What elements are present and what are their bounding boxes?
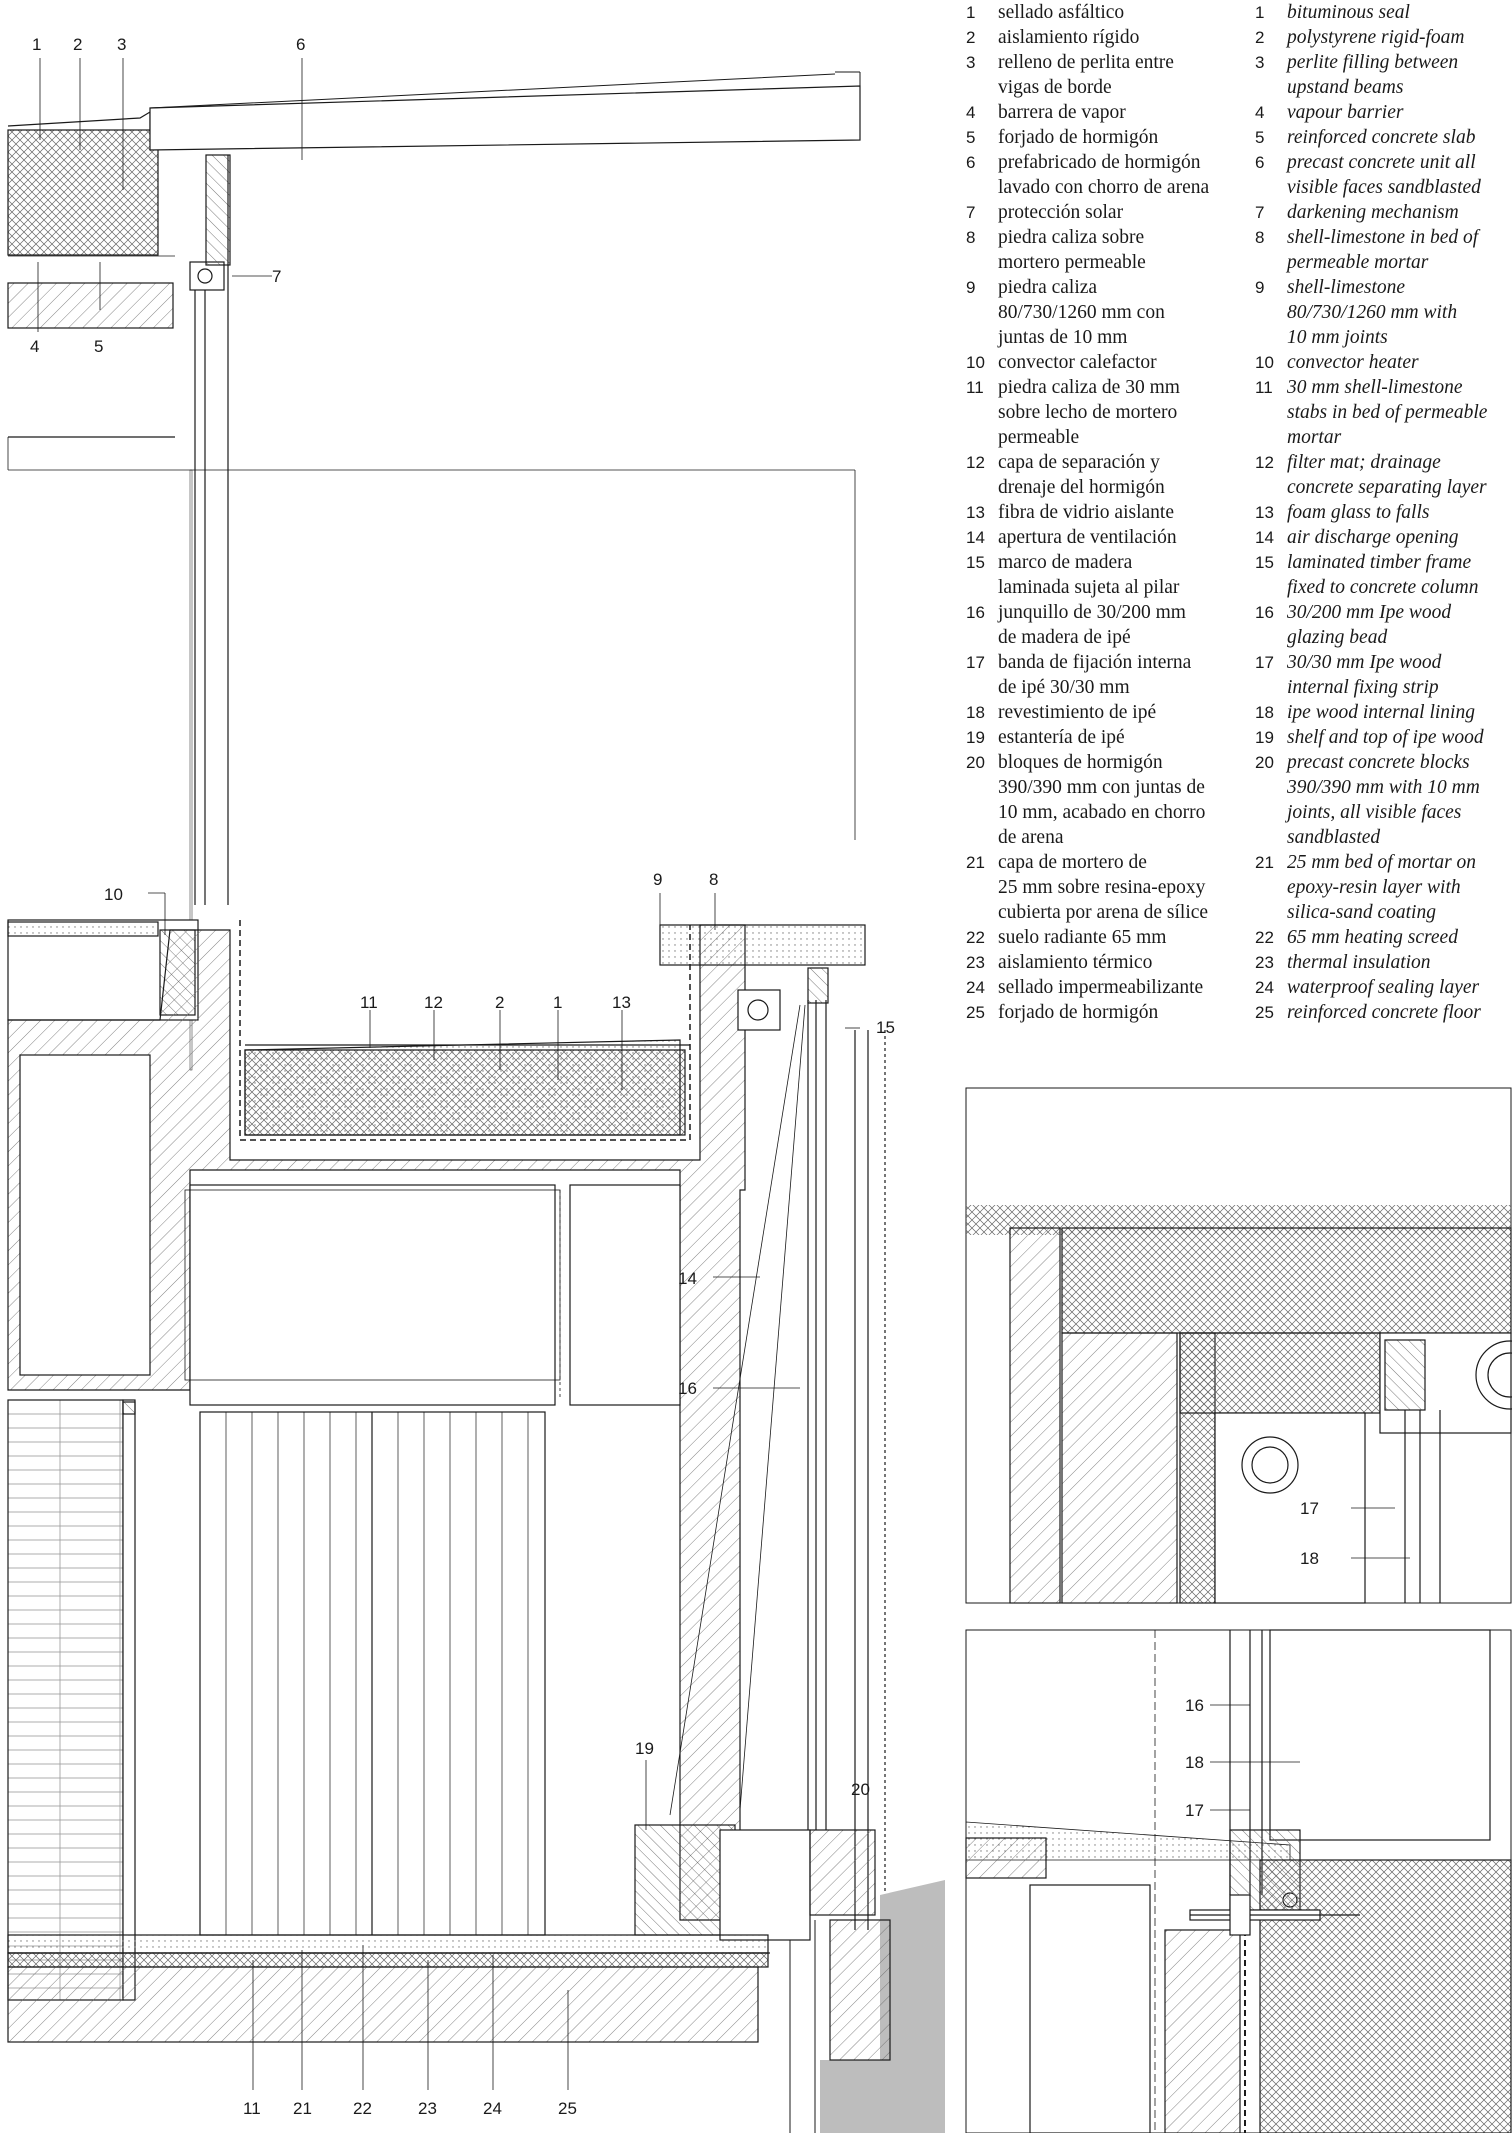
legend-number: 7 bbox=[1255, 203, 1265, 222]
legend-number: 22 bbox=[966, 928, 985, 947]
legend-number: 3 bbox=[966, 53, 976, 72]
timber-frame bbox=[738, 990, 780, 1030]
callout: 17 bbox=[1185, 1801, 1204, 1820]
callout: 6 bbox=[296, 35, 306, 54]
legend-item bbox=[1253, 850, 1512, 925]
legend-number: 8 bbox=[1255, 228, 1265, 247]
legend-text: air discharge opening bbox=[1287, 527, 1459, 548]
callout: 18 bbox=[1300, 1549, 1319, 1568]
legend-item bbox=[1253, 750, 1512, 850]
detail-bottom bbox=[966, 1630, 1511, 2133]
legend-item bbox=[1253, 150, 1512, 200]
legend-item bbox=[964, 50, 1254, 100]
legend-text: prefabricado de hormigón lavado con chorro de arena bbox=[998, 152, 1210, 198]
legend-item bbox=[1253, 375, 1512, 450]
legend-text: relleno de perlita entre vigas de borde bbox=[998, 52, 1174, 98]
legend-text: ipe wood internal lining bbox=[1287, 702, 1475, 723]
legend-item bbox=[964, 1000, 1254, 1025]
legend-item bbox=[964, 500, 1254, 525]
legend-number: 19 bbox=[966, 728, 985, 747]
legend-item bbox=[1253, 125, 1512, 150]
legend-item bbox=[964, 700, 1254, 725]
callout: 15 bbox=[876, 1018, 895, 1037]
legend-text: piedra caliza 80/730/1260 mm con juntas de 10 mm bbox=[998, 277, 1165, 348]
legend-item bbox=[964, 600, 1254, 650]
concrete-floor bbox=[8, 1967, 758, 2042]
legend-text: 25 mm bed of mortar on epoxy-resin layer with silica-sand coating bbox=[1287, 852, 1477, 923]
legend-number: 24 bbox=[1255, 978, 1274, 997]
legend-number: 4 bbox=[1255, 103, 1265, 122]
legend-number: 7 bbox=[966, 203, 976, 222]
legend-text: 65 mm heating screed bbox=[1287, 927, 1458, 948]
legend-text: waterproof sealing layer bbox=[1287, 977, 1480, 998]
legend-text: banda de fijación interna de ipé 30/30 mm bbox=[998, 652, 1192, 698]
callout: 3 bbox=[117, 35, 127, 54]
callout: 2 bbox=[73, 35, 83, 54]
legend-text: 30/200 mm Ipe wood glazing bead bbox=[1287, 602, 1452, 648]
legend-item bbox=[964, 275, 1254, 350]
legend-text: convector heater bbox=[1287, 352, 1419, 373]
callout: 9 bbox=[653, 870, 663, 889]
legend-number: 6 bbox=[966, 153, 976, 172]
callout: 8 bbox=[709, 870, 719, 889]
legend-item bbox=[964, 225, 1254, 275]
legend-text: bituminous seal bbox=[1287, 2, 1410, 23]
legend-english bbox=[1253, 0, 1512, 1025]
precast-roof-unit bbox=[150, 86, 860, 150]
legend-item bbox=[964, 200, 1254, 225]
darkening-mechanism bbox=[190, 262, 224, 290]
legend-number: 16 bbox=[966, 603, 985, 622]
callout: 18 bbox=[1185, 1753, 1204, 1772]
legend-text: vapour barrier bbox=[1287, 102, 1404, 123]
callout: 10 bbox=[104, 885, 123, 904]
legend-number: 2 bbox=[1255, 28, 1265, 47]
legend-number: 17 bbox=[966, 653, 985, 672]
legend-item bbox=[964, 650, 1254, 700]
legend-item bbox=[1253, 200, 1512, 225]
legend-item bbox=[964, 975, 1254, 1000]
legend-text: forjado de hormigón bbox=[998, 1002, 1159, 1023]
callout: 16 bbox=[678, 1379, 697, 1398]
legend-item bbox=[1253, 50, 1512, 100]
legend-text: sellado impermeabilizante bbox=[998, 977, 1204, 998]
callout: 24 bbox=[483, 2099, 502, 2118]
legend-item bbox=[1253, 725, 1512, 750]
legend-text: filter mat; drainage concrete separating layer bbox=[1287, 452, 1487, 498]
legend-text: darkening mechanism bbox=[1287, 202, 1459, 223]
legend-item bbox=[1253, 275, 1512, 350]
callout: 16 bbox=[1185, 1696, 1204, 1715]
callout: 17 bbox=[1300, 1499, 1319, 1518]
legend-number: 18 bbox=[966, 703, 985, 722]
legend-number: 25 bbox=[966, 1003, 985, 1022]
legend-text: suelo radiante 65 mm bbox=[998, 927, 1167, 948]
legend-item bbox=[1253, 700, 1512, 725]
legend-text: marco de madera laminada sujeta al pilar bbox=[998, 552, 1180, 598]
legend-text: capa de mortero de 25 mm sobre resina-epoxy cubierta por arena de sílice bbox=[998, 852, 1209, 923]
legend-text: piedra caliza de 30 mm sobre lecho de mortero permeable bbox=[998, 377, 1180, 448]
legend-item bbox=[1253, 1000, 1512, 1025]
legend-item bbox=[1253, 225, 1512, 275]
legend-text: shell-limestone 80/730/1260 mm with 10 mm joints bbox=[1287, 277, 1458, 348]
legend-item bbox=[964, 550, 1254, 600]
main-section bbox=[8, 58, 945, 2133]
callout: 14 bbox=[678, 1269, 697, 1288]
legend-number: 20 bbox=[1255, 753, 1274, 772]
legend-text: protección solar bbox=[998, 202, 1124, 223]
legend-number: 2 bbox=[966, 28, 976, 47]
callout: 11 bbox=[243, 2099, 261, 2118]
legend-item bbox=[964, 125, 1254, 150]
legend-item bbox=[964, 725, 1254, 750]
callout: 11 bbox=[360, 993, 378, 1012]
callout: 22 bbox=[353, 2099, 372, 2118]
legend-number: 6 bbox=[1255, 153, 1265, 172]
callout: 2 bbox=[495, 993, 505, 1012]
callout: 25 bbox=[558, 2099, 577, 2118]
callout: 23 bbox=[418, 2099, 437, 2118]
legend-text: junquillo de 30/200 mm de madera de ipé bbox=[998, 602, 1186, 648]
callout: 7 bbox=[272, 267, 282, 286]
legend-number: 12 bbox=[1255, 453, 1274, 472]
legend-number: 25 bbox=[1255, 1003, 1274, 1022]
legend-number: 10 bbox=[1255, 353, 1274, 372]
legend-number: 9 bbox=[966, 278, 976, 297]
legend-number: 10 bbox=[966, 353, 985, 372]
legend-text: laminated timber frame fixed to concrete column bbox=[1287, 552, 1479, 598]
legend-item bbox=[964, 150, 1254, 200]
roof-slab bbox=[8, 283, 173, 328]
legend-text: thermal insulation bbox=[1287, 952, 1431, 973]
legend-number: 11 bbox=[1255, 378, 1273, 397]
legend-text: precast concrete unit all visible faces sandblasted bbox=[1287, 152, 1481, 198]
legend-number: 18 bbox=[1255, 703, 1274, 722]
legend-number: 13 bbox=[966, 503, 985, 522]
legend-number: 8 bbox=[966, 228, 976, 247]
callout: 21 bbox=[293, 2099, 312, 2118]
legend-spanish bbox=[964, 0, 1254, 1025]
legend-text: convector calefactor bbox=[998, 352, 1157, 373]
legend-number: 14 bbox=[966, 528, 985, 547]
legend-item bbox=[1253, 600, 1512, 650]
legend-number: 21 bbox=[966, 853, 985, 872]
legend-item bbox=[1253, 975, 1512, 1000]
legend-item bbox=[1253, 450, 1512, 500]
legend-item bbox=[964, 450, 1254, 500]
legend-item bbox=[964, 0, 1254, 25]
legend-item bbox=[964, 750, 1254, 850]
legend-number: 23 bbox=[966, 953, 985, 972]
legend-item bbox=[964, 525, 1254, 550]
callout: 20 bbox=[851, 1780, 870, 1799]
legend-number: 23 bbox=[1255, 953, 1274, 972]
legend-text: piedra caliza sobre mortero permeable bbox=[998, 227, 1146, 273]
callout: 13 bbox=[612, 993, 631, 1012]
legend-text: shelf and top of ipe wood bbox=[1287, 727, 1484, 748]
legend-number: 14 bbox=[1255, 528, 1274, 547]
legend-item bbox=[964, 100, 1254, 125]
legend-item bbox=[1253, 500, 1512, 525]
legend-item bbox=[964, 925, 1254, 950]
legend-text: barrera de vapor bbox=[998, 102, 1126, 123]
legend-number: 15 bbox=[966, 553, 985, 572]
legend-item bbox=[1253, 925, 1512, 950]
legend-item bbox=[1253, 25, 1512, 50]
legend-number: 11 bbox=[966, 378, 984, 397]
legend-number: 5 bbox=[966, 128, 976, 147]
legend-number: 4 bbox=[966, 103, 976, 122]
floor-screed bbox=[8, 1935, 768, 1953]
legend-text: estantería de ipé bbox=[998, 727, 1125, 748]
legend-number: 24 bbox=[966, 978, 985, 997]
legend-item bbox=[964, 25, 1254, 50]
legend-text: 30/30 mm Ipe wood internal fixing strip bbox=[1287, 652, 1442, 698]
legend-number: 16 bbox=[1255, 603, 1274, 622]
legend-item bbox=[964, 375, 1254, 450]
legend-text: sellado asfáltico bbox=[998, 2, 1125, 23]
legend-text: 30 mm shell-limestone stabs in bed of permeable mortar bbox=[1287, 377, 1488, 448]
legend-text: reinforced concrete floor bbox=[1287, 1002, 1481, 1023]
legend-text: foam glass to falls bbox=[1287, 502, 1430, 523]
legend-text: reinforced concrete slab bbox=[1287, 127, 1476, 148]
legend-text: forjado de hormigón bbox=[998, 127, 1159, 148]
callout: 5 bbox=[94, 337, 104, 356]
legend-text: aislamiento rígido bbox=[998, 27, 1140, 48]
legend-number: 21 bbox=[1255, 853, 1274, 872]
legend-text: revestimiento de ipé bbox=[998, 702, 1157, 723]
legend-number: 15 bbox=[1255, 553, 1274, 572]
legend-number: 9 bbox=[1255, 278, 1265, 297]
legend-item bbox=[1253, 100, 1512, 125]
legend-number: 19 bbox=[1255, 728, 1274, 747]
legend-number: 1 bbox=[1255, 3, 1265, 22]
legend-item bbox=[1253, 350, 1512, 375]
callout: 1 bbox=[553, 993, 563, 1012]
callout: 4 bbox=[30, 337, 40, 356]
legend-text: fibra de vidrio aislante bbox=[998, 502, 1174, 523]
legend-item bbox=[964, 950, 1254, 975]
legend-text: apertura de ventilación bbox=[998, 527, 1177, 548]
legend-item bbox=[1253, 550, 1512, 600]
legend-text: precast concrete blocks 390/390 mm with 10 mm joints, all visible faces sandblasted bbox=[1287, 752, 1480, 848]
callout: 19 bbox=[635, 1739, 654, 1758]
legend-text: shell-limestone in bed of permeable mortar bbox=[1287, 227, 1479, 273]
roof-insulation bbox=[8, 130, 158, 255]
legend-item bbox=[1253, 650, 1512, 700]
legend-number: 22 bbox=[1255, 928, 1274, 947]
callout: 1 bbox=[32, 35, 42, 54]
legend-text: bloques de hormigón 390/390 mm con juntas de 10 mm, acabado en chorro de arena bbox=[998, 752, 1206, 848]
legend-item bbox=[1253, 950, 1512, 975]
legend-number: 1 bbox=[966, 3, 976, 22]
legend-number: 13 bbox=[1255, 503, 1274, 522]
legend-text: perlite filling between upstand beams bbox=[1287, 52, 1459, 98]
legend-number: 5 bbox=[1255, 128, 1265, 147]
legend-text: aislamiento térmico bbox=[998, 952, 1153, 973]
legend-text: capa de separación y drenaje del hormigón bbox=[998, 452, 1165, 498]
legend-number: 17 bbox=[1255, 653, 1274, 672]
legend-item bbox=[964, 850, 1254, 925]
legend-number: 20 bbox=[966, 753, 985, 772]
legend-number: 3 bbox=[1255, 53, 1265, 72]
legend-item bbox=[1253, 525, 1512, 550]
limestone-coping bbox=[660, 925, 865, 965]
detail-top bbox=[966, 1088, 1512, 1603]
callout: 12 bbox=[424, 993, 443, 1012]
legend-text: polystyrene rigid-foam bbox=[1287, 27, 1465, 48]
legend-number: 12 bbox=[966, 453, 985, 472]
legend-item bbox=[964, 350, 1254, 375]
floor-insulation bbox=[8, 1953, 768, 1967]
legend-item bbox=[1253, 0, 1512, 25]
